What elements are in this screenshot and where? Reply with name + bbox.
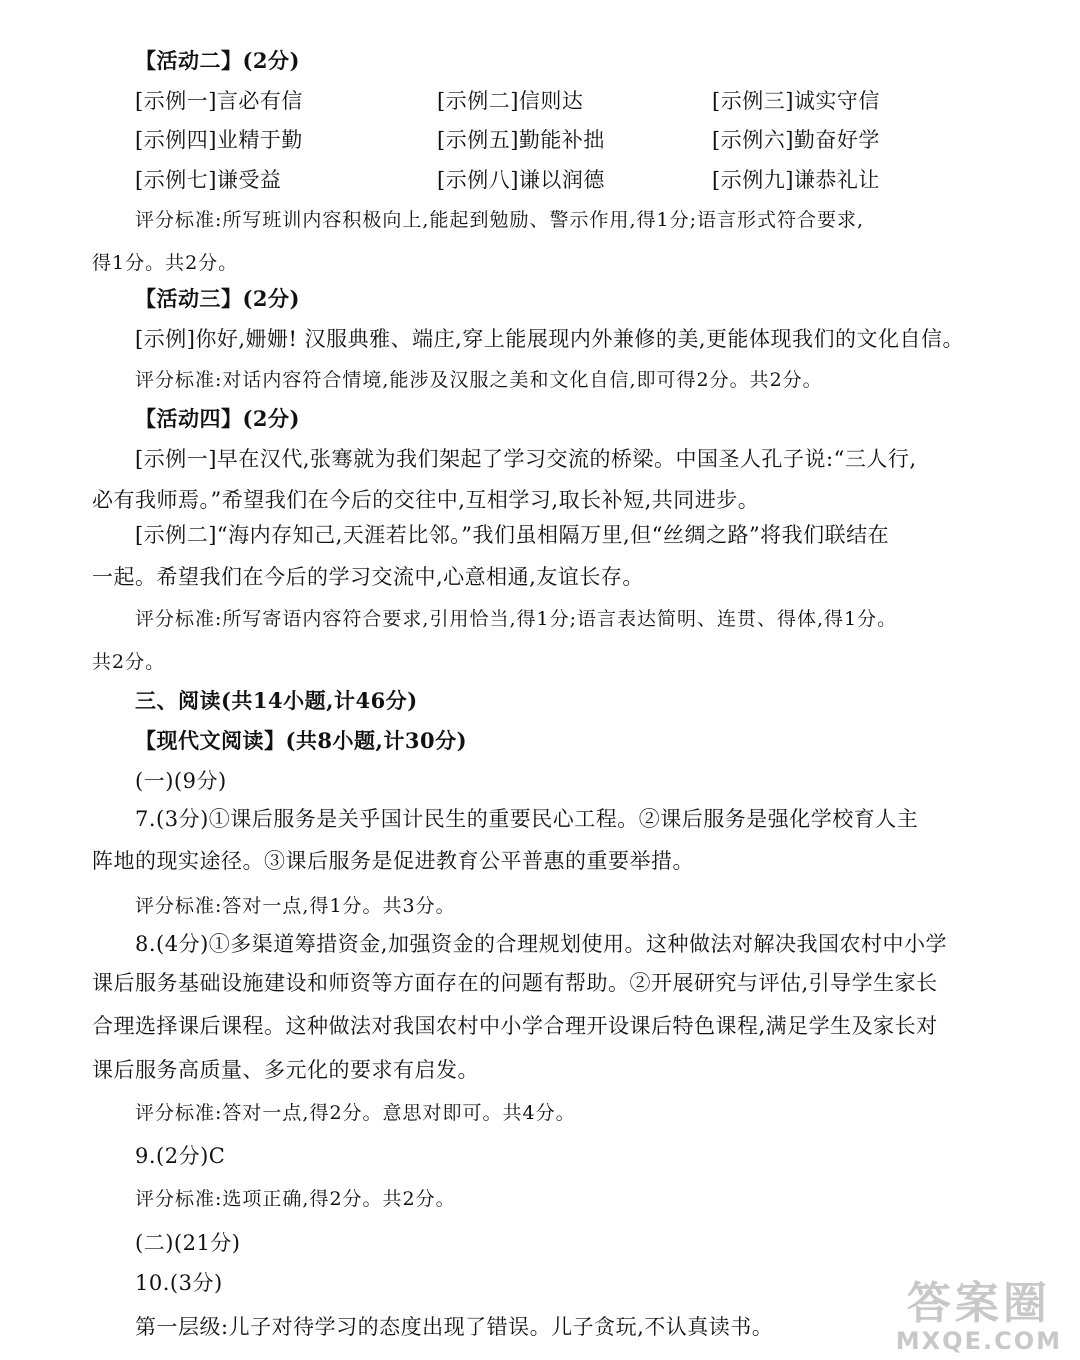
example-item: [示例九]谦恭礼让: [712, 168, 880, 192]
example-item: [示例二]信则达: [437, 89, 584, 113]
activity4-example1: [示例一]早在汉代,张骞就为我们架起了学习交流的桥梁。中国圣人孔子说:“三人行,: [135, 447, 917, 471]
watermark-text: 答案圈: [906, 1278, 1051, 1329]
example-item: [示例一]言必有信: [135, 89, 303, 113]
example-item: [示例六]勤奋好学: [712, 128, 880, 152]
watermark-logo: [896, 1280, 1062, 1354]
scoring-criteria: 评分标准:所写寄语内容符合要求,引用恰当,得1分;语言表达简明、连贯、得体,得1分。: [135, 608, 898, 630]
scoring-criteria: 评分标准:所写班训内容积极向上,能起到勉励、警示作用,得1分;语言形式符合要求,: [135, 209, 865, 231]
scoring-criteria: 评分标准:对话内容符合情境,能涉及汉服之美和文化自信,即可得2分。共2分。: [135, 369, 823, 391]
example-item: [示例五]勤能补拙: [437, 128, 605, 152]
q8-answer-cont: 课后服务基础设施建设和师资等方面存在的问题有帮助。②开展研究与评估,引导学生家长: [92, 971, 938, 995]
activity4-example2-cont: 一起。希望我们在今后的学习交流中,心意相通,友谊长存。: [92, 565, 644, 589]
modern-reading-heading: 【现代文阅读】(共8小题,计30分): [135, 728, 468, 753]
example-item: [示例七]谦受益: [135, 168, 282, 192]
q8-answer-cont: 合理选择课后课程。这种做法对我国农村中小学合理开设课后特色课程,满足学生及家长对: [92, 1014, 938, 1038]
scoring-criteria: 评分标准:答对一点,得2分。意思对即可。共4分。: [135, 1102, 576, 1124]
scoring-criteria-cont: 共2分。: [92, 651, 166, 673]
activity3-example: [示例]你好,姗姗! 汉服典雅、端庄,穿上能展现内外兼修的美,更能体现我们的文化自信。: [135, 327, 965, 351]
section3-heading: 三、阅读(共14小题,计46分): [135, 688, 418, 713]
q7-answer: 7.(3分)①课后服务是关乎国计民生的重要民心工程。②课后服务是强化学校育人主: [135, 807, 919, 831]
q10-heading: 10.(3分): [135, 1271, 223, 1295]
q10-level1: 第一层级:儿子对待学习的态度出现了错误。儿子贪玩,不认真读书。: [135, 1315, 774, 1339]
part2-heading: (二)(21分): [135, 1231, 241, 1255]
activity4-example1-cont: 必有我师焉。”希望我们在今后的交往中,互相学习,取长补短,共同进步。: [92, 488, 760, 512]
scoring-criteria: 评分标准:选项正确,得2分。共2分。: [135, 1188, 456, 1210]
example-item: [示例八]谦以润德: [437, 168, 605, 192]
example-item: [示例四]业精于勤: [135, 128, 303, 152]
activity2-heading: 【活动二】(2分): [135, 48, 300, 73]
q8-answer: 8.(4分)①多渠道筹措资金,加强资金的合理规划使用。这种做法对解决我国农村中小学: [135, 932, 947, 956]
part1-heading: (一)(9分): [135, 769, 227, 793]
activity3-heading: 【活动三】(2分): [135, 286, 300, 311]
example-item: [示例三]诚实守信: [712, 89, 880, 113]
activity4-heading: 【活动四】(2分): [135, 406, 300, 431]
scoring-criteria: 评分标准:答对一点,得1分。共3分。: [135, 895, 456, 917]
q9-answer: 9.(2分)C: [135, 1144, 226, 1168]
activity4-example2: [示例二]“海内存知己,天涯若比邻。”我们虽相隔万里,但“丝绸之路”将我们联结在: [135, 523, 890, 547]
scoring-criteria-cont: 得1分。共2分。: [92, 252, 239, 274]
q8-answer-cont: 课后服务高质量、多元化的要求有启发。: [92, 1058, 479, 1082]
q7-answer-cont: 阵地的现实途径。③课后服务是促进教育公平普惠的重要举措。: [92, 849, 694, 873]
watermark-url: MXQE.COM: [895, 1327, 1062, 1355]
